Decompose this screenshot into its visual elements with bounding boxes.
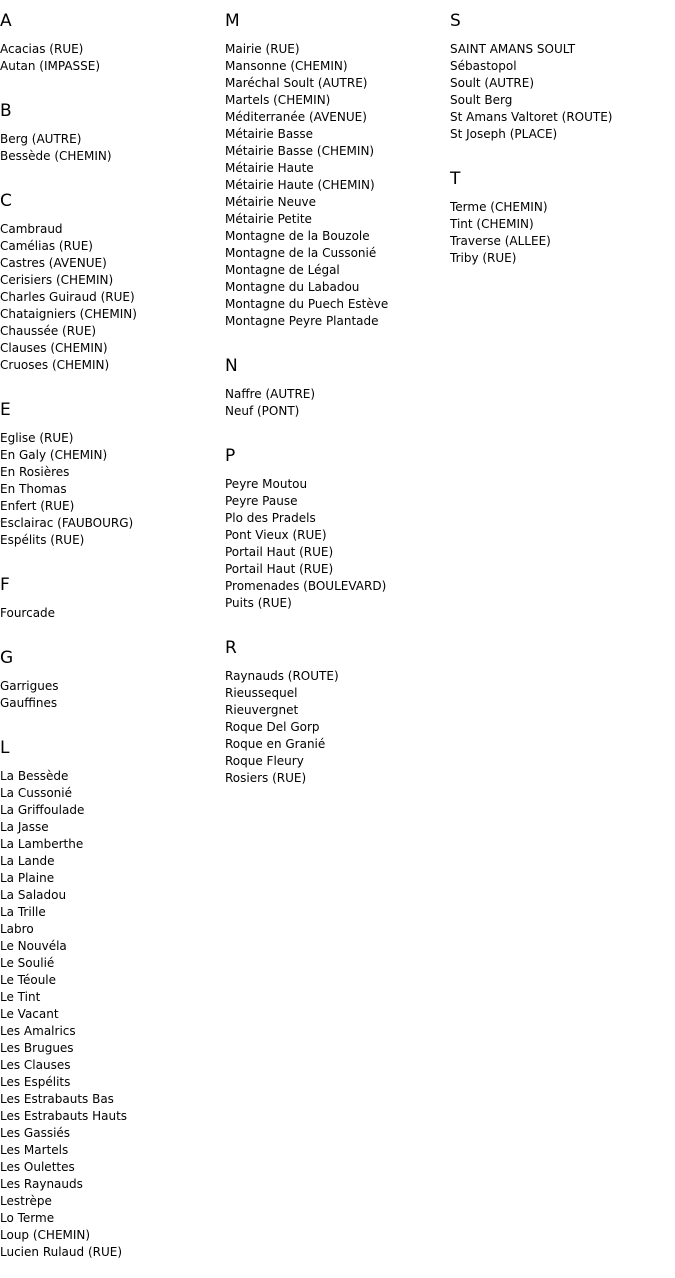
street-list-item [0,1040,220,1057]
street-link[interactable]: Métairie Haute (CHEMIN) [225,178,375,192]
street-link[interactable]: Montagne Peyre Plantade [225,314,379,328]
street-list-item [0,1210,220,1227]
letter-section [225,330,445,420]
street-link[interactable]: Loup (CHEMIN) [0,1228,91,1242]
street-list-item [0,131,220,148]
street-list-item [450,92,670,109]
street-link[interactable]: Montagne de Légal [225,263,340,277]
street-list-item [450,41,670,58]
street-list-item [450,58,670,75]
street-list-item [225,578,445,595]
street-link[interactable]: Les Estrabauts Bas [0,1092,114,1106]
street-link[interactable]: La Bessède [0,769,69,783]
section-letter-heading: L [0,738,10,758]
letter-section [450,0,670,143]
street-list-item [225,143,445,160]
street-list-item [0,605,220,622]
street-list-item [0,904,220,921]
section-letter-heading: P [225,446,236,466]
street-list-item [450,75,670,92]
street-link[interactable]: Charles Guiraud (RUE) [0,290,135,304]
letter-section [225,420,445,612]
street-link[interactable]: Portail Haut (RUE) [225,545,334,559]
street-link[interactable]: Roque en Granié [225,737,326,751]
street-link[interactable]: Montagne de la Cussonié [225,246,377,260]
street-list-item [225,296,445,313]
street-list-item [0,938,220,955]
street-list [450,199,670,267]
street-list-item [450,199,670,216]
street-link[interactable]: Castres (AVENUE) [0,256,107,270]
street-list [450,41,670,143]
street-list-item [0,1091,220,1108]
street-link[interactable]: Le Vacant [0,1007,59,1021]
street-link[interactable]: Traverse (ALLEE) [450,234,551,248]
street-list-item [225,262,445,279]
street-list-item [225,279,445,296]
section-letter-heading: F [0,575,10,595]
street-list-item [0,1159,220,1176]
street-link[interactable]: Les Amalrics [0,1024,76,1038]
street-link[interactable]: Le Téoule [0,973,57,987]
street-list-item [0,1057,220,1074]
street-list [0,131,220,165]
street-link[interactable]: Montagne de la Bouzole [225,229,370,243]
section-letter-heading: A [0,11,12,31]
street-list-item [0,678,220,695]
street-list-item [225,194,445,211]
street-list-item [0,532,220,549]
street-link[interactable]: Lo Terme [0,1211,55,1225]
letter-section [225,612,445,787]
street-link[interactable]: Tint (CHEMIN) [450,217,534,231]
street-link[interactable]: La Lande [0,854,55,868]
street-list-item [225,109,445,126]
street-list-item [450,250,670,267]
street-link[interactable]: Rosiers (RUE) [225,771,307,785]
street-link[interactable]: Le Soulié [0,956,55,970]
street-list-item [0,1176,220,1193]
street-list-item [0,1125,220,1142]
street-list-item [450,216,670,233]
street-list-item [225,561,445,578]
street-link[interactable]: Fourcade [0,606,56,620]
street-list-item [0,58,220,75]
street-link[interactable]: Peyre Moutou [225,477,308,491]
street-list-item [0,272,220,289]
street-list-item [450,126,670,143]
section-letter-heading: E [0,400,11,420]
street-link[interactable]: Roque Fleury [225,754,304,768]
street-list-item [0,464,220,481]
street-list-item [0,972,220,989]
street-link[interactable]: Montagne du Puech Estève [225,297,389,311]
street-link[interactable]: Rieussequel [225,686,298,700]
street-link[interactable]: Les Espélits [0,1075,71,1089]
street-list-item [225,753,445,770]
street-list-item [0,1108,220,1125]
street-list [0,678,220,712]
street-link[interactable]: Autan (IMPASSE) [0,59,101,73]
street-link[interactable]: Sébastopol [450,59,517,73]
street-link[interactable]: Les Clauses [0,1058,71,1072]
street-link[interactable]: Les Estrabauts Hauts [0,1109,128,1123]
street-list-item [0,447,220,464]
street-link[interactable]: Neuf (PONT) [225,404,300,418]
street-list-item [0,870,220,887]
street-list-item [225,75,445,92]
street-link[interactable]: Promenades (BOULEVARD) [225,579,387,593]
street-list-item [0,1193,220,1210]
street-list-item [0,989,220,1006]
section-letter-heading: R [225,638,237,658]
letter-section [0,165,220,374]
street-link[interactable]: SAINT AMANS SOULT [450,42,576,56]
street-list-item [0,340,220,357]
street-link[interactable]: Cruoses (CHEMIN) [0,358,110,372]
street-link[interactable]: Chataigniers (CHEMIN) [0,307,137,321]
street-list-item [225,245,445,262]
street-list-item [0,41,220,58]
street-link[interactable]: Le Nouvéla [0,939,67,953]
street-link[interactable]: Mairie (RUE) [225,42,300,56]
street-list-item [225,386,445,403]
street-list-item [0,768,220,785]
section-letter-heading: M [225,11,240,31]
street-link[interactable]: Les Oulettes [0,1160,75,1174]
street-link[interactable]: Pont Vieux (RUE) [225,528,327,542]
street-list-item [0,238,220,255]
street-link[interactable]: Puits (RUE) [225,596,292,610]
street-link[interactable]: Soult Berg [450,93,513,107]
street-link[interactable]: Naffre (AUTRE) [225,387,316,401]
street-list-item [0,515,220,532]
letter-section [0,549,220,622]
street-link[interactable]: La Cussonié [0,786,73,800]
street-list-item [0,802,220,819]
street-list-item [0,357,220,374]
street-link[interactable]: St Amans Valtoret (ROUTE) [450,110,613,124]
street-list-item [450,233,670,250]
section-letter-heading: G [0,648,14,668]
street-list-item [225,476,445,493]
street-list-item [0,853,220,870]
letter-section [0,374,220,549]
street-list-item [225,685,445,702]
street-link[interactable]: La Saladou [0,888,67,902]
street-link[interactable]: La Trille [0,905,46,919]
street-list-item [0,1006,220,1023]
street-link[interactable]: Plo des Pradels [225,511,316,525]
street-list-item [0,921,220,938]
street-link[interactable]: Berg (AUTRE) [0,132,82,146]
street-list-item [450,109,670,126]
street-link[interactable]: Les Gassiés [0,1126,71,1140]
street-link[interactable]: Terme (CHEMIN) [450,200,548,214]
street-link[interactable]: Les Raynauds [0,1177,83,1191]
section-letter-heading: T [450,169,461,189]
street-list [225,386,445,420]
street-link[interactable]: Esclairac (FAUBOURG) [0,516,134,530]
street-link[interactable]: Enfert (RUE) [0,499,75,513]
street-link[interactable]: Eglise (RUE) [0,431,74,445]
street-link[interactable]: Métairie Haute [225,161,314,175]
street-link[interactable]: Gauffines [0,696,58,710]
street-link[interactable]: Raynauds (ROUTE) [225,669,339,683]
street-list [0,768,220,1261]
street-list-item [0,289,220,306]
street-index-column-1 [0,0,220,1261]
street-link[interactable]: Lucien Rulaud (RUE) [0,1245,123,1259]
street-index-column-2 [225,0,445,787]
street-link[interactable]: Acacias (RUE) [0,42,84,56]
street-list-item [225,92,445,109]
street-list-item [225,544,445,561]
letter-section [225,0,445,330]
street-list-item [0,306,220,323]
street-list-item [225,177,445,194]
street-link[interactable]: Métairie Petite [225,212,312,226]
street-link[interactable]: Camélias (RUE) [0,239,93,253]
street-list-item [0,1142,220,1159]
street-list [0,41,220,75]
street-list-item [225,126,445,143]
street-list-item [225,719,445,736]
street-list-item [225,770,445,787]
street-list-item [225,510,445,527]
street-link[interactable]: La Griffoulade [0,803,85,817]
street-link[interactable]: Métairie Basse (CHEMIN) [225,144,375,158]
letter-section [0,712,220,1261]
section-letter-heading: N [225,356,238,376]
street-link[interactable]: Cambraud [0,222,63,236]
street-link[interactable]: Portail Haut (RUE) [225,562,334,576]
section-letter-heading: B [0,101,12,121]
street-link[interactable]: La Lamberthe [0,837,84,851]
street-list [225,668,445,787]
street-link[interactable]: Chaussée (RUE) [0,324,97,338]
street-link[interactable]: Lestrèpe [0,1194,52,1208]
street-list-item [225,595,445,612]
street-link[interactable]: Montagne du Labadou [225,280,360,294]
street-list-item [0,887,220,904]
street-list-item [225,228,445,245]
street-list-item [225,527,445,544]
street-list-item [0,955,220,972]
street-list-item [0,323,220,340]
street-list [0,605,220,622]
street-list-item [0,255,220,272]
street-link[interactable]: Rieuvergnet [225,703,299,717]
street-list [0,221,220,374]
street-list-item [225,41,445,58]
street-list-item [0,1023,220,1040]
street-link[interactable]: Peyre Pause [225,494,298,508]
street-link[interactable]: Métairie Neuve [225,195,317,209]
street-list-item [0,430,220,447]
street-link[interactable]: Labro [0,922,34,936]
street-link[interactable]: Roque Del Gorp [225,720,320,734]
street-link[interactable]: Martels (CHEMIN) [225,93,331,107]
street-index-column-3 [450,0,670,267]
street-list-item [225,403,445,420]
street-list-item [0,1227,220,1244]
street-link[interactable]: Les Brugues [0,1041,74,1055]
street-link[interactable]: Cerisiers (CHEMIN) [0,273,114,287]
street-link[interactable]: Mansonne (CHEMIN) [225,59,348,73]
letter-section [0,0,220,75]
street-list-item [225,702,445,719]
street-link[interactable]: Les Martels [0,1143,69,1157]
street-list-item [0,1074,220,1091]
street-list [225,476,445,612]
street-list [225,41,445,330]
street-list-item [225,58,445,75]
street-list-item [0,221,220,238]
street-list-item [0,785,220,802]
street-list-item [0,148,220,165]
street-list-item [225,668,445,685]
street-link[interactable]: Triby (RUE) [450,251,517,265]
street-list [0,430,220,549]
street-link[interactable]: Métairie Basse [225,127,314,141]
street-link[interactable]: Maréchal Soult (AUTRE) [225,76,368,90]
street-list-item [225,160,445,177]
street-link[interactable]: Espélits (RUE) [0,533,85,547]
street-link[interactable]: La Jasse [0,820,49,834]
street-list-item [0,498,220,515]
section-letter-heading: S [450,11,461,31]
street-list-item [0,481,220,498]
street-link[interactable]: En Rosières [0,465,70,479]
street-link[interactable]: Le Tint [0,990,41,1004]
street-link[interactable]: Méditerranée (AVENUE) [225,110,367,124]
street-link[interactable]: Bessède (CHEMIN) [0,149,112,163]
street-list-item [0,819,220,836]
letter-section [450,143,670,267]
street-list-item [225,493,445,510]
street-list-item [225,736,445,753]
section-letter-heading: C [0,191,12,211]
street-list-item [0,695,220,712]
street-list-item [0,836,220,853]
street-link[interactable]: Soult (AUTRE) [450,76,535,90]
street-list-item [225,313,445,330]
street-list-item [0,1244,220,1261]
street-link[interactable]: Garrigues [0,679,59,693]
street-link[interactable]: En Thomas [0,482,67,496]
street-link[interactable]: St Joseph (PLACE) [450,127,558,141]
street-link[interactable]: La Plaine [0,871,55,885]
street-list-item [225,211,445,228]
letter-section [0,75,220,165]
street-link[interactable]: Clauses (CHEMIN) [0,341,108,355]
letter-section [0,622,220,712]
street-link[interactable]: En Galy (CHEMIN) [0,448,108,462]
